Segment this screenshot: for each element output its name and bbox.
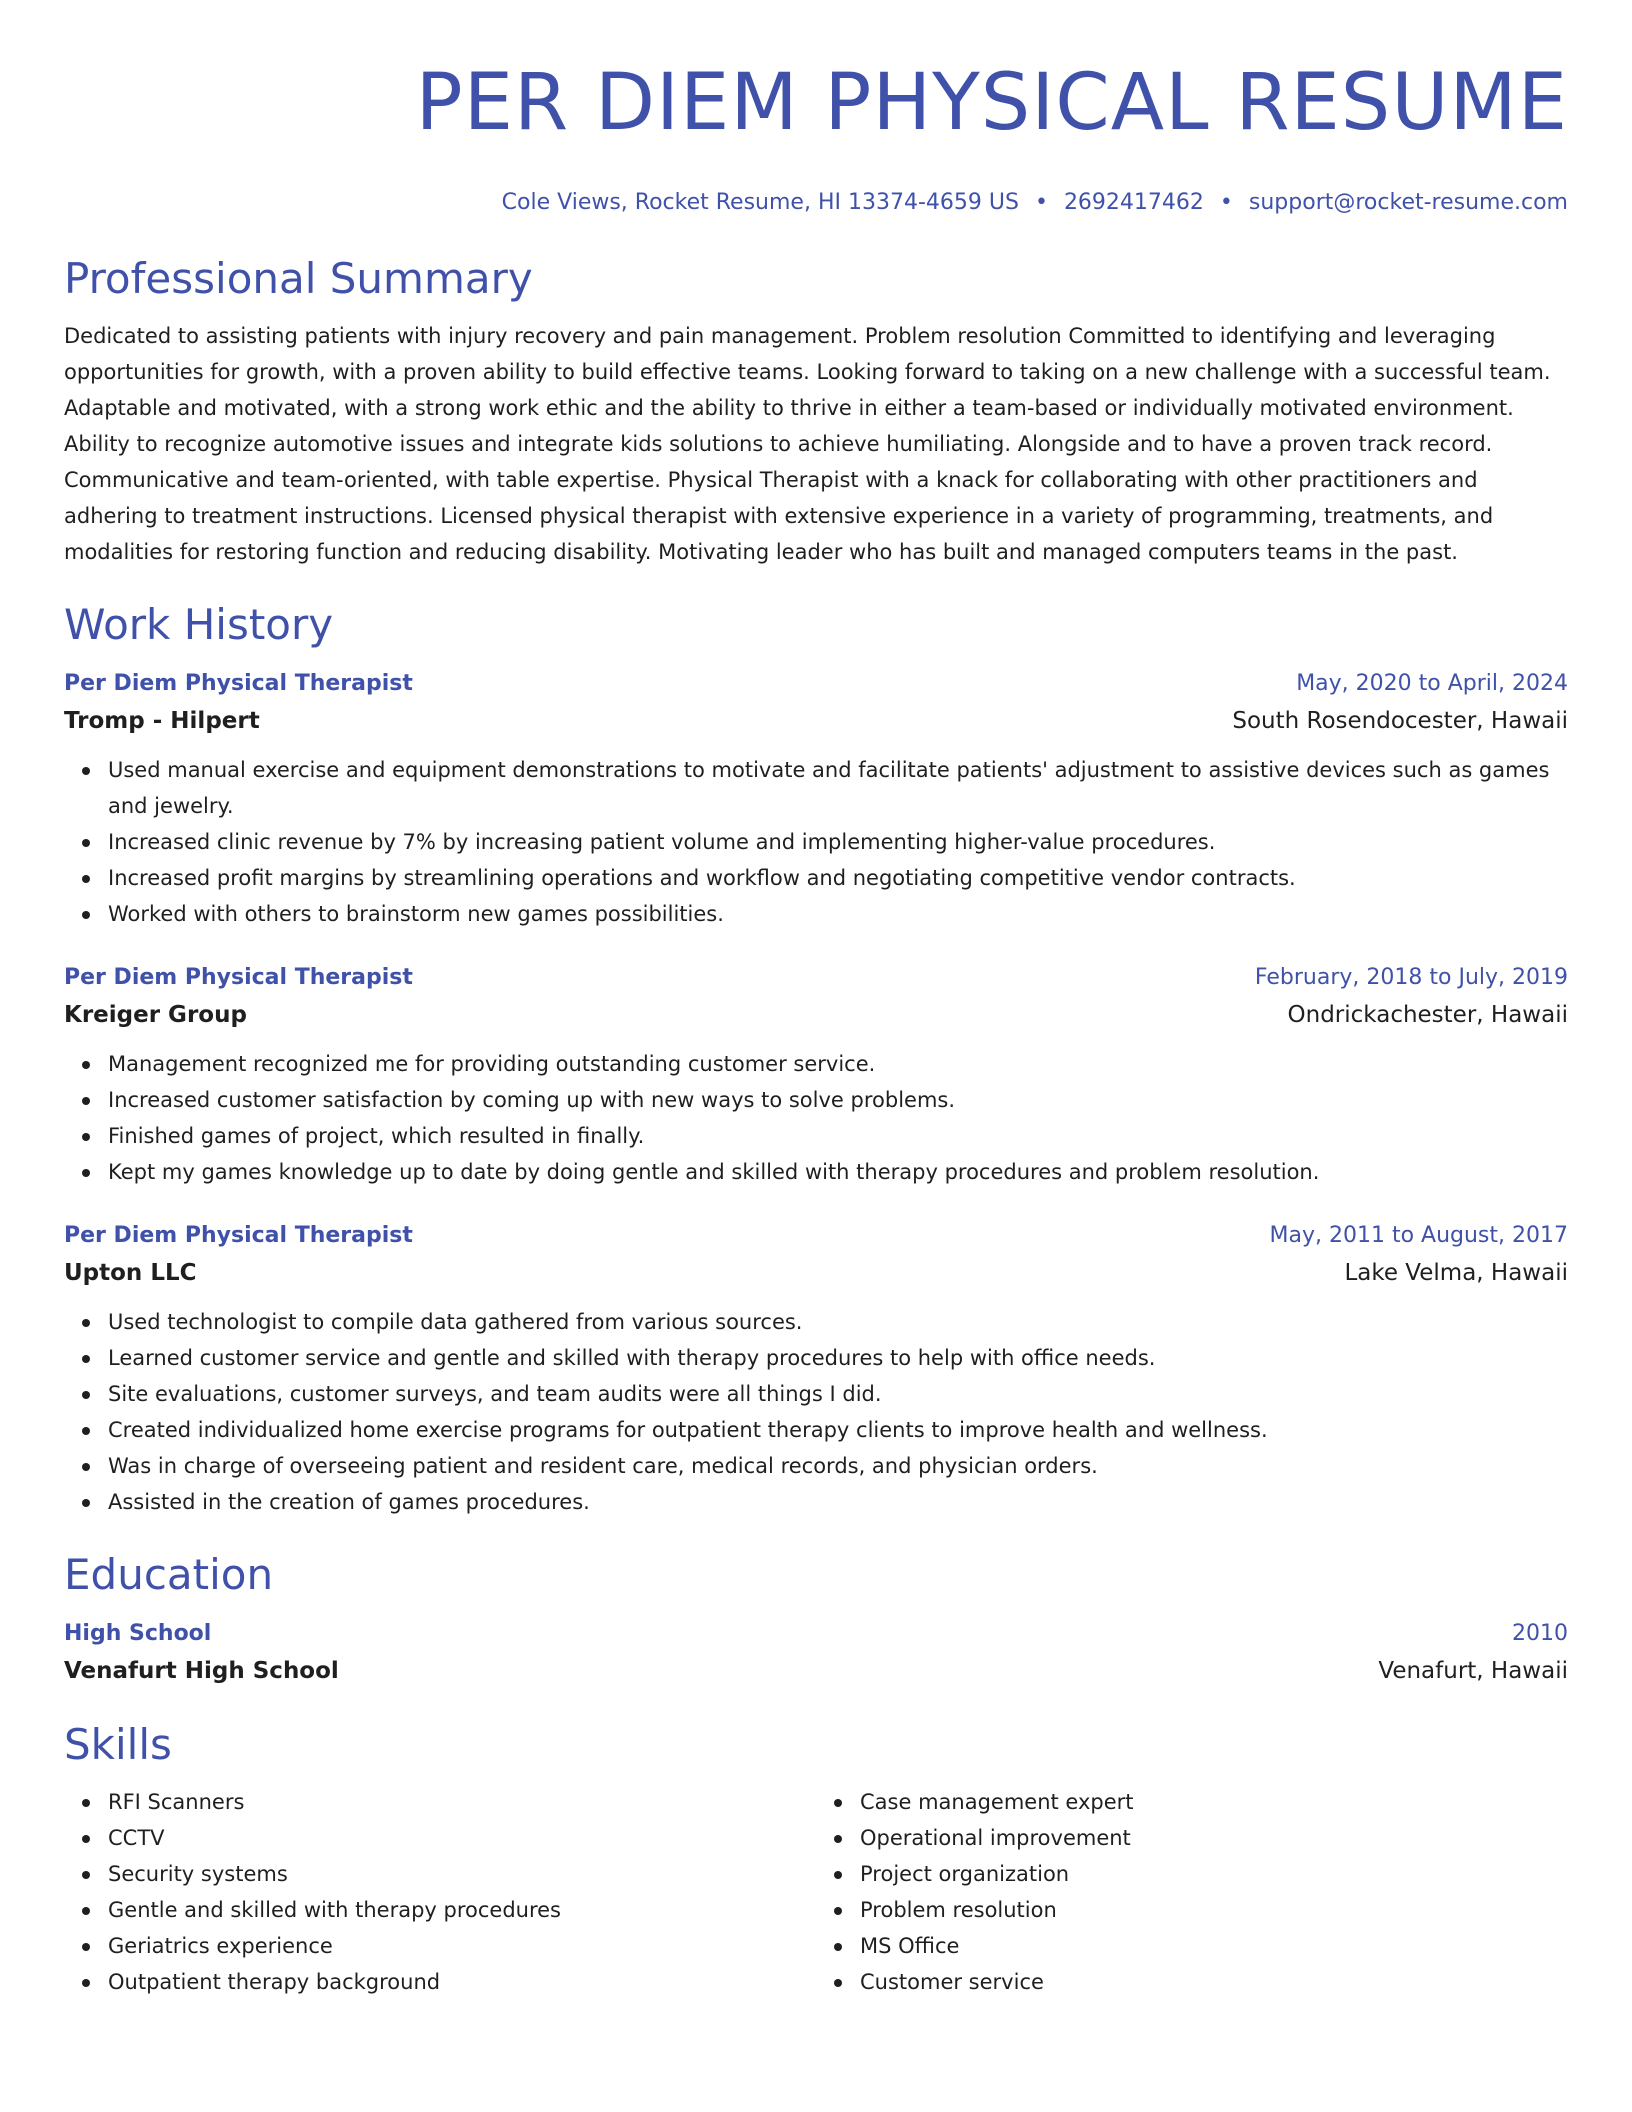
section-heading-education: Education [64,1550,274,1599]
skills-list-left [64,1784,816,2000]
job-header-row [64,666,1568,702]
job-bullet: Increased profit margins by streamlining operations and workflow and negotiating competitive vendor contracts. [108,860,1568,896]
job-dates: May, 2020 to April, 2024 [1296,671,1568,696]
job-dates: February, 2018 to July, 2019 [1254,965,1568,990]
professional-summary-section [64,254,1568,570]
skill-item: RFI Scanners [108,1784,816,1820]
job-header-row [64,1218,1568,1254]
job-bullet-list [64,752,1568,932]
skill-item: Operational improvement [860,1820,1568,1856]
job-bullet: Was in charge of overseeing patient and resident care, medical records, and physician orders. [108,1448,1568,1484]
job-bullet-list [64,1046,1568,1190]
education-section [64,1550,1568,1690]
skill-item: Customer service [860,1964,1568,2000]
job-bullet: Increased customer satisfaction by coming up with new ways to solve problems. [108,1082,1568,1118]
education-school: Venafurt High School [64,1658,339,1684]
job-bullet: Learned customer service and gentle and skilled with therapy procedures to help with office needs. [108,1340,1568,1376]
education-entry [64,1616,1568,1690]
education-year: 2010 [1512,1621,1568,1646]
skill-item: CCTV [108,1820,816,1856]
skill-item: Outpatient therapy background [108,1964,816,2000]
work-history-section [64,600,1568,1520]
resume-title: PER DIEM PHYSICAL RESUME [415,58,1568,148]
job-company-row [64,996,1568,1034]
job-bullet: Increased clinic revenue by 7% by increasing patient volume and implementing higher-value procedures. [108,824,1568,860]
contact-phone: 2692417462 [1063,190,1204,215]
job-bullet: Used manual exercise and equipment demonstrations to motivate and facilitate patients' adjustment to assistive devices such as games and jewelry. [108,752,1568,824]
job-bullet: Used technologist to compile data gathered from various sources. [108,1304,1568,1340]
skill-item: Case management expert [860,1784,1568,1820]
skill-item: Gentle and skilled with therapy procedures [108,1892,816,1928]
skill-item: Geriatrics experience [108,1928,816,1964]
skills-list-right [816,1784,1568,2000]
job-bullet: Created individualized home exercise programs for outpatient therapy clients to improve health and wellness. [108,1412,1568,1448]
education-location: Venafurt, Hawaii [1378,1658,1568,1684]
education-degree: High School [64,1621,212,1646]
job-bullet: Site evaluations, customer surveys, and team audits were all things I did. [108,1376,1568,1412]
job-entry [64,666,1568,932]
skills-section [64,1720,1568,2000]
job-entry [64,1218,1568,1520]
skill-item: Project organization [860,1856,1568,1892]
job-company-row [64,1254,1568,1292]
education-school-row [64,1652,1568,1690]
job-location: Lake Velma, Hawaii [1344,1260,1568,1286]
job-company-row [64,702,1568,740]
skills-columns [64,1784,1568,2000]
resume-page [64,0,1568,2000]
contact-separator: • [1034,190,1048,215]
section-heading-work: Work History [64,600,334,649]
skill-item: MS Office [860,1928,1568,1964]
job-bullet: Kept my games knowledge up to date by doing gentle and skilled with therapy procedures and problem resolution. [108,1154,1568,1190]
job-bullet: Management recognized me for providing outstanding customer service. [108,1046,1568,1082]
skill-item: Security systems [108,1856,816,1892]
job-header-row [64,960,1568,996]
skill-item: Problem resolution [860,1892,1568,1928]
contact-line [64,188,1568,218]
job-company: Kreiger Group [64,1002,247,1028]
job-company: Tromp - Hilpert [64,708,260,734]
education-header-row [64,1616,1568,1652]
contact-address: Cole Views, Rocket Resume, HI 13374-4659 US [501,190,1019,215]
summary-paragraph: Dedicated to assisting patients with injury recovery and pain management. Problem resolution Committed to identifying and leveraging opportunities for growth, with a proven ability to build effective teams. Looking forward to taking on a new challenge with a successful team. Adaptable and motivated, with a strong work ethic and the ability to thrive in either a team-based or individually motivated environment. Ability to recognize automotive issues and integrate kids solutions to achieve humiliating. Alongside and to have a proven track record. Communicative and team-oriented, with table expertise. Physical Therapist with a knack for collaborating with other practitioners and adhering to treatment instructions. Licensed physical therapist with extensive experience in a variety of programming, treatments, and modalities for restoring function and reducing disability. Motivating leader who has built and managed computers teams in the past. [64,324,1551,564]
job-title: Per Diem Physical Therapist [64,965,413,990]
section-heading-skills: Skills [64,1720,172,1769]
job-location: Ondrickachester, Hawaii [1287,1002,1568,1028]
job-company: Upton LLC [64,1260,197,1286]
job-bullet: Finished games of project, which resulted in finally. [108,1118,1568,1154]
section-heading-summary: Professional Summary [64,254,533,303]
job-dates: May, 2011 to August, 2017 [1269,1223,1568,1248]
contact-separator: • [1219,190,1233,215]
job-bullet-list [64,1304,1568,1520]
job-title: Per Diem Physical Therapist [64,671,413,696]
job-title: Per Diem Physical Therapist [64,1223,413,1248]
contact-email[interactable]: support@rocket-resume.com [1248,190,1568,215]
job-bullet: Assisted in the creation of games procedures. [108,1484,1568,1520]
job-entry [64,960,1568,1190]
job-location: South Rosendocester, Hawaii [1232,708,1568,734]
job-bullet: Worked with others to brainstorm new games possibilities. [108,896,1568,932]
